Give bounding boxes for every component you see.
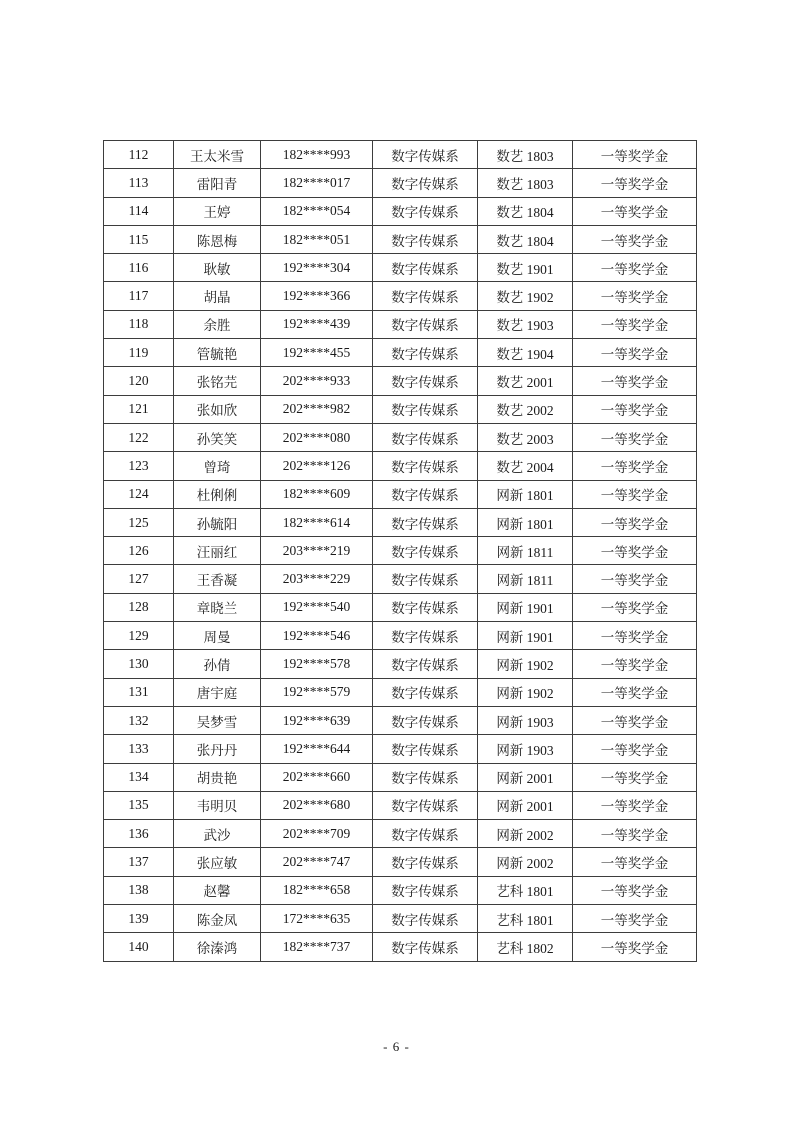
table-cell: 数字传媒系 [373,367,478,395]
table-cell: 网新 2001 [478,791,573,819]
table-cell: 一等奖学金 [573,622,697,650]
table-cell: 202****660 [261,763,373,791]
table-cell: 数字传媒系 [373,225,478,253]
table-cell: 余胜 [174,310,261,338]
table-cell: 一等奖学金 [573,310,697,338]
table-cell: 139 [104,905,174,933]
table-cell: 129 [104,622,174,650]
table-cell: 数字传媒系 [373,395,478,423]
table-cell: 章晓兰 [174,593,261,621]
table-cell: 吴梦雪 [174,706,261,734]
table-cell: 张铭芫 [174,367,261,395]
table-cell: 一等奖学金 [573,678,697,706]
table-cell: 数艺 1804 [478,225,573,253]
table-row [104,622,697,650]
table-cell: 133 [104,735,174,763]
table-cell: 网新 1801 [478,480,573,508]
table-row [104,225,697,253]
table-cell: 网新 1902 [478,650,573,678]
table-cell: 耿敏 [174,254,261,282]
table-cell: 135 [104,791,174,819]
table-cell: 数字传媒系 [373,706,478,734]
table-cell: 一等奖学金 [573,905,697,933]
table-cell: 一等奖学金 [573,593,697,621]
table-cell: 周曼 [174,622,261,650]
table-row [104,848,697,876]
table-cell: 数艺 2003 [478,423,573,451]
table-cell: 124 [104,480,174,508]
table-cell: 122 [104,423,174,451]
table-cell: 张应敏 [174,848,261,876]
table-cell: 数字传媒系 [373,678,478,706]
table-cell: 117 [104,282,174,310]
table-cell: 134 [104,763,174,791]
table-cell: 126 [104,537,174,565]
table-cell: 202****080 [261,423,373,451]
table-cell: 192****578 [261,650,373,678]
table-cell: 182****614 [261,508,373,536]
table-cell: 数艺 1902 [478,282,573,310]
table-cell: 一等奖学金 [573,282,697,310]
table-cell: 131 [104,678,174,706]
table-cell: 网新 2002 [478,820,573,848]
table-cell: 数艺 1803 [478,169,573,197]
table-cell: 徐溱鸿 [174,933,261,961]
table-cell: 曾琦 [174,452,261,480]
table-cell: 120 [104,367,174,395]
table-cell: 数字传媒系 [373,650,478,678]
table-cell: 182****658 [261,876,373,904]
table-cell: 一等奖学金 [573,876,697,904]
table-cell: 网新 1811 [478,565,573,593]
table-cell: 一等奖学金 [573,225,697,253]
table-cell: 数字传媒系 [373,537,478,565]
table-cell: 数字传媒系 [373,876,478,904]
table-cell: 一等奖学金 [573,820,697,848]
table-row [104,933,697,961]
table-cell: 192****455 [261,339,373,367]
table-row [104,593,697,621]
table-cell: 182****017 [261,169,373,197]
table-cell: 121 [104,395,174,423]
table-row [104,169,697,197]
table-cell: 王婷 [174,197,261,225]
table-cell: 一等奖学金 [573,735,697,763]
table-cell: 172****635 [261,905,373,933]
table-cell: 116 [104,254,174,282]
scholarship-table-body [104,141,697,962]
table-cell: 网新 1801 [478,508,573,536]
table-cell: 140 [104,933,174,961]
table-cell: 数字传媒系 [373,622,478,650]
table-cell: 数字传媒系 [373,141,478,169]
table-cell: 一等奖学金 [573,537,697,565]
table-cell: 网新 1901 [478,593,573,621]
table-cell: 一等奖学金 [573,650,697,678]
table-cell: 118 [104,310,174,338]
table-cell: 数字传媒系 [373,339,478,367]
table-cell: 数字传媒系 [373,565,478,593]
table-cell: 艺科 1802 [478,933,573,961]
table-cell: 一等奖学金 [573,791,697,819]
table-cell: 一等奖学金 [573,169,697,197]
table-cell: 一等奖学金 [573,848,697,876]
table-cell: 一等奖学金 [573,933,697,961]
table-cell: 119 [104,339,174,367]
table-cell: 数字传媒系 [373,282,478,310]
table-cell: 数艺 1903 [478,310,573,338]
table-row [104,905,697,933]
table-cell: 孙笑笑 [174,423,261,451]
table-cell: 赵馨 [174,876,261,904]
table-cell: 王太米雪 [174,141,261,169]
table-row [104,452,697,480]
table-cell: 202****982 [261,395,373,423]
table-cell: 网新 1903 [478,706,573,734]
table-cell: 一等奖学金 [573,395,697,423]
table-cell: 网新 1903 [478,735,573,763]
table-cell: 数艺 2004 [478,452,573,480]
table-cell: 182****051 [261,225,373,253]
table-cell: 192****644 [261,735,373,763]
table-row [104,339,697,367]
table-cell: 192****546 [261,622,373,650]
table-cell: 一等奖学金 [573,508,697,536]
table-cell: 192****639 [261,706,373,734]
table-cell: 数字传媒系 [373,933,478,961]
table-row [104,254,697,282]
table-cell: 数艺 2001 [478,367,573,395]
table-cell: 182****609 [261,480,373,508]
table-row [104,395,697,423]
table-cell: 202****709 [261,820,373,848]
table-cell: 数字传媒系 [373,310,478,338]
table-cell: 192****366 [261,282,373,310]
table-cell: 114 [104,197,174,225]
table-cell: 138 [104,876,174,904]
table-cell: 182****737 [261,933,373,961]
table-row [104,282,697,310]
table-cell: 数字传媒系 [373,848,478,876]
table-cell: 数字传媒系 [373,791,478,819]
table-row [104,141,697,169]
table-cell: 数字传媒系 [373,452,478,480]
table-cell: 数艺 1804 [478,197,573,225]
table-cell: 张丹丹 [174,735,261,763]
table-cell: 192****540 [261,593,373,621]
table-cell: 一等奖学金 [573,254,697,282]
table-cell: 杜俐俐 [174,480,261,508]
table-cell: 182****993 [261,141,373,169]
table-cell: 192****579 [261,678,373,706]
table-cell: 孙毓阳 [174,508,261,536]
table-row [104,735,697,763]
table-cell: 网新 1811 [478,537,573,565]
table-row [104,197,697,225]
table-cell: 网新 1901 [478,622,573,650]
table-cell: 128 [104,593,174,621]
table-cell: 182****054 [261,197,373,225]
table-cell: 一等奖学金 [573,565,697,593]
table-cell: 唐宇庭 [174,678,261,706]
table-cell: 胡贵艳 [174,763,261,791]
table-cell: 孙倩 [174,650,261,678]
table-cell: 数艺 1803 [478,141,573,169]
table-cell: 127 [104,565,174,593]
table-row [104,763,697,791]
table-cell: 一等奖学金 [573,706,697,734]
table-row [104,706,697,734]
table-cell: 汪丽红 [174,537,261,565]
table-cell: 武沙 [174,820,261,848]
table-cell: 艺科 1801 [478,876,573,904]
table-cell: 数艺 2002 [478,395,573,423]
table-cell: 雷阳青 [174,169,261,197]
table-row [104,876,697,904]
table-cell: 一等奖学金 [573,339,697,367]
table-cell: 一等奖学金 [573,367,697,395]
table-cell: 137 [104,848,174,876]
table-row [104,310,697,338]
table-cell: 202****680 [261,791,373,819]
table-row [104,678,697,706]
table-cell: 192****439 [261,310,373,338]
table-cell: 132 [104,706,174,734]
table-cell: 202****126 [261,452,373,480]
table-row [104,423,697,451]
table-cell: 数字传媒系 [373,593,478,621]
table-row [104,480,697,508]
table-cell: 数字传媒系 [373,905,478,933]
table-cell: 123 [104,452,174,480]
table-cell: 数字传媒系 [373,480,478,508]
table-cell: 韦明贝 [174,791,261,819]
table-row [104,565,697,593]
table-cell: 130 [104,650,174,678]
table-cell: 112 [104,141,174,169]
table-cell: 一等奖学金 [573,423,697,451]
table-cell: 203****219 [261,537,373,565]
table-cell: 113 [104,169,174,197]
table-cell: 数字传媒系 [373,735,478,763]
table-row [104,537,697,565]
table-cell: 数字传媒系 [373,423,478,451]
table-row [104,791,697,819]
table-cell: 136 [104,820,174,848]
table-cell: 陈金凤 [174,905,261,933]
table-cell: 数字传媒系 [373,169,478,197]
table-row [104,650,697,678]
table-cell: 数字传媒系 [373,763,478,791]
table-row [104,508,697,536]
table-cell: 胡晶 [174,282,261,310]
table-cell: 一等奖学金 [573,480,697,508]
table-cell: 管毓艳 [174,339,261,367]
table-cell: 网新 1902 [478,678,573,706]
table-cell: 数字传媒系 [373,820,478,848]
table-cell: 203****229 [261,565,373,593]
table-row [104,367,697,395]
table-cell: 202****747 [261,848,373,876]
table-cell: 一等奖学金 [573,141,697,169]
page-number: - 6 - [383,1039,410,1054]
table-cell: 125 [104,508,174,536]
table-cell: 数字传媒系 [373,254,478,282]
table-cell: 网新 2001 [478,763,573,791]
table-cell: 陈恩梅 [174,225,261,253]
table-cell: 一等奖学金 [573,763,697,791]
table-cell: 艺科 1801 [478,905,573,933]
table-cell: 网新 2002 [478,848,573,876]
table-cell: 一等奖学金 [573,197,697,225]
table-row [104,820,697,848]
table-cell: 202****933 [261,367,373,395]
table-cell: 数字传媒系 [373,508,478,536]
table-cell: 192****304 [261,254,373,282]
table-cell: 数字传媒系 [373,197,478,225]
table-cell: 张如欣 [174,395,261,423]
table-cell: 数艺 1904 [478,339,573,367]
table-cell: 王香凝 [174,565,261,593]
table-cell: 115 [104,225,174,253]
table-cell: 一等奖学金 [573,452,697,480]
scholarship-table [103,140,697,962]
table-cell: 数艺 1901 [478,254,573,282]
